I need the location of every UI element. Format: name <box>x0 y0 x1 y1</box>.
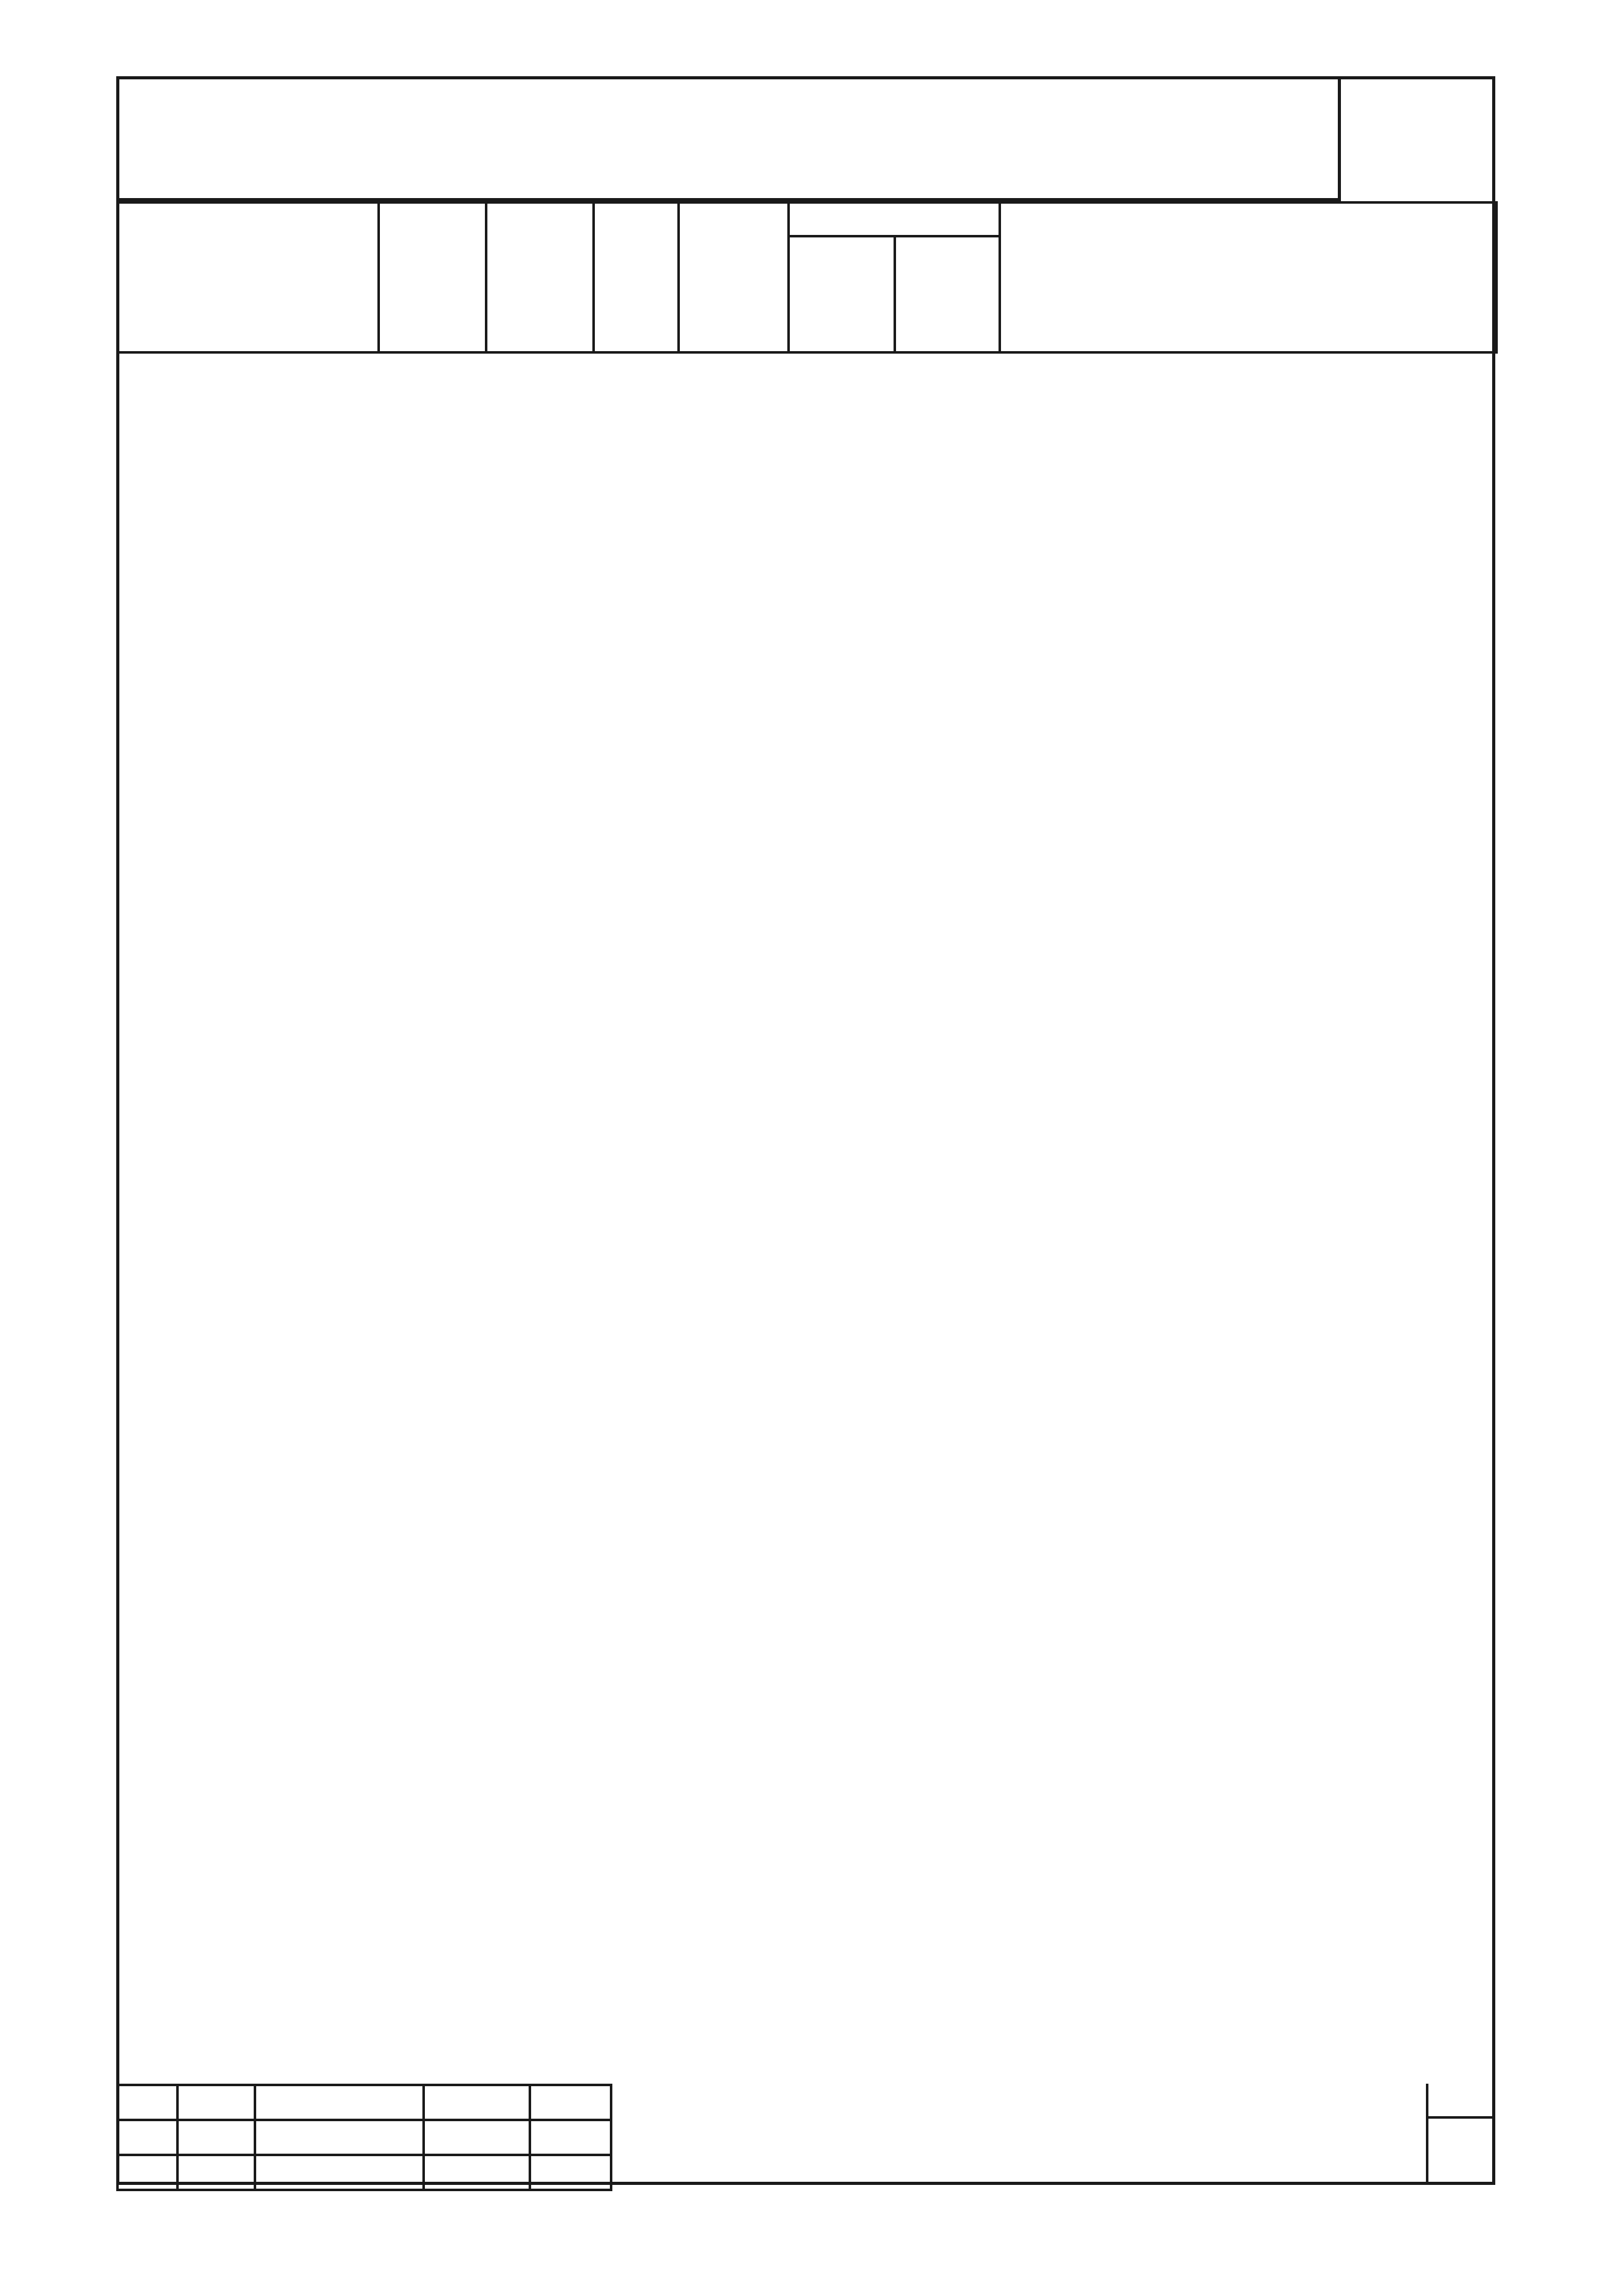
title-block <box>116 79 1341 201</box>
drawing-frame <box>116 76 1495 2185</box>
col-h <box>594 202 679 352</box>
col-l <box>486 202 594 352</box>
stamp-list <box>177 2155 255 2190</box>
stamp-doc <box>255 2155 424 2190</box>
col-mass-item <box>789 236 895 352</box>
stamp-table <box>116 2084 612 2191</box>
col-sketch <box>1000 202 1497 352</box>
sheet-label <box>1428 2084 1492 2119</box>
col-mark <box>117 202 379 352</box>
sheet-box <box>1426 2084 1492 2184</box>
col-b <box>379 202 486 352</box>
col-volume <box>679 202 789 352</box>
stamp-podp <box>424 2155 530 2190</box>
col-mass <box>789 202 1000 236</box>
stamp-date <box>530 2155 611 2190</box>
nomenclature-table <box>116 201 1498 354</box>
col-mass-loop <box>895 236 1000 352</box>
stamp-izm <box>117 2155 177 2190</box>
